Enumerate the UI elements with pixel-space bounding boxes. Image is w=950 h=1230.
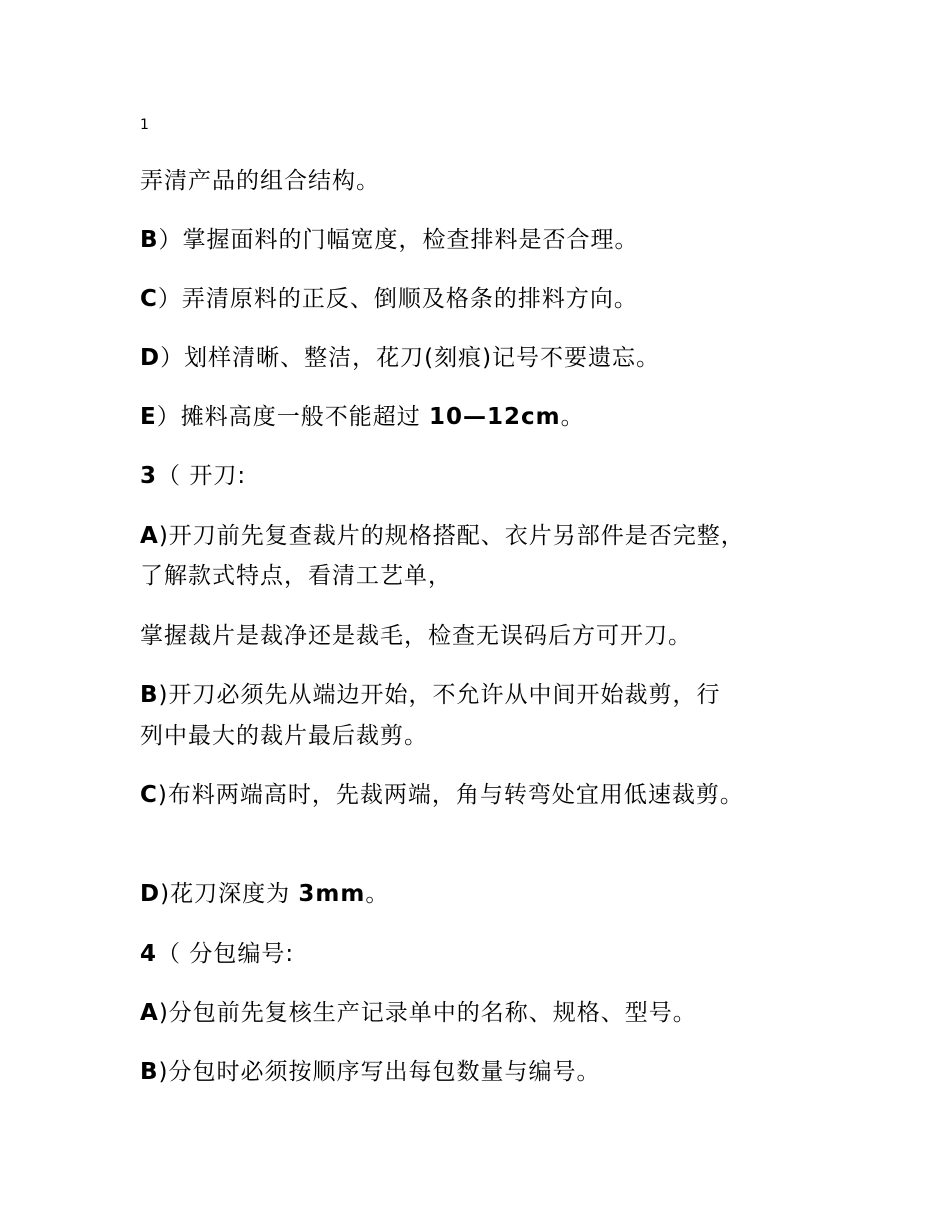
line-label: C bbox=[140, 782, 158, 808]
line-text: )分包时必须按顺序写出每包数量与编号。 bbox=[158, 1059, 601, 1085]
paragraph-line-15 bbox=[140, 999, 840, 1027]
paragraph-line-4 bbox=[140, 344, 840, 372]
line-number: 10—12cm bbox=[429, 404, 561, 430]
paragraph-line-13 bbox=[140, 880, 840, 908]
paragraph-line-9 bbox=[140, 622, 840, 650]
line-text: )布料两端高时，先裁两端，角与转弯处宜用低速裁剪。 bbox=[157, 782, 744, 808]
paragraph-line-1 bbox=[140, 167, 840, 195]
line-text: ）划样清晰、整洁，花刀(刻痕)记号不要遗忘。 bbox=[160, 345, 661, 371]
line-label: 3 bbox=[140, 463, 158, 489]
line-text: )花刀深度为 bbox=[160, 881, 299, 907]
paragraph-line-2 bbox=[140, 226, 840, 254]
line-text: ）弄清原料的正反、倒顺及格条的排料方向。 bbox=[157, 286, 638, 312]
line-text: （ 分包编号: bbox=[157, 941, 295, 967]
line-suffix: 。 bbox=[560, 404, 585, 430]
line-text: )分包前先复核生产记录单中的名称、规格、型号。 bbox=[158, 1000, 697, 1026]
section-heading-4 bbox=[140, 940, 840, 968]
paragraph-line-5 bbox=[140, 403, 840, 431]
line-text: ）掌握面料的门幅宽度，检查排料是否合理。 bbox=[158, 227, 639, 253]
line-suffix: 。 bbox=[365, 881, 390, 907]
line-text: )开刀必须先从端边开始，不允许从中间开始裁剪，行 bbox=[158, 682, 721, 708]
line-label: C bbox=[140, 286, 158, 312]
paragraph-line-8 bbox=[140, 562, 840, 590]
line-text: ）摊料高度一般不能超过 bbox=[156, 404, 430, 430]
paragraph-line-3 bbox=[140, 285, 840, 313]
line-text: 了解款式特点，看清工艺单， bbox=[140, 563, 452, 589]
paragraph-line-7 bbox=[140, 522, 840, 550]
paragraph-line-11 bbox=[140, 722, 840, 750]
paragraph-line-12 bbox=[140, 781, 840, 809]
line-label: E bbox=[140, 404, 157, 430]
page-number: 1 bbox=[140, 117, 149, 133]
line-text: 列中最大的裁片最后裁剪。 bbox=[140, 723, 428, 749]
line-label: 4 bbox=[140, 941, 158, 967]
line-text: 掌握裁片是裁净还是裁毛，检查无误码后方可开刀。 bbox=[140, 623, 692, 649]
line-label: B bbox=[140, 1059, 159, 1085]
line-text: 弄清产品的组合结构。 bbox=[140, 168, 380, 194]
line-label: D bbox=[140, 881, 161, 907]
line-number: 3mm bbox=[298, 881, 366, 907]
paragraph-line-16 bbox=[140, 1058, 840, 1086]
line-label: B bbox=[140, 227, 159, 253]
line-text: )开刀前先复查裁片的规格搭配、衣片另部件是否完整， bbox=[158, 523, 745, 549]
line-label: B bbox=[140, 682, 159, 708]
line-label: A bbox=[140, 523, 159, 549]
line-text: （ 开刀: bbox=[157, 463, 247, 489]
line-label: A bbox=[140, 1000, 159, 1026]
line-label: D bbox=[140, 345, 161, 371]
section-heading-3 bbox=[140, 462, 840, 490]
paragraph-line-10 bbox=[140, 681, 840, 709]
